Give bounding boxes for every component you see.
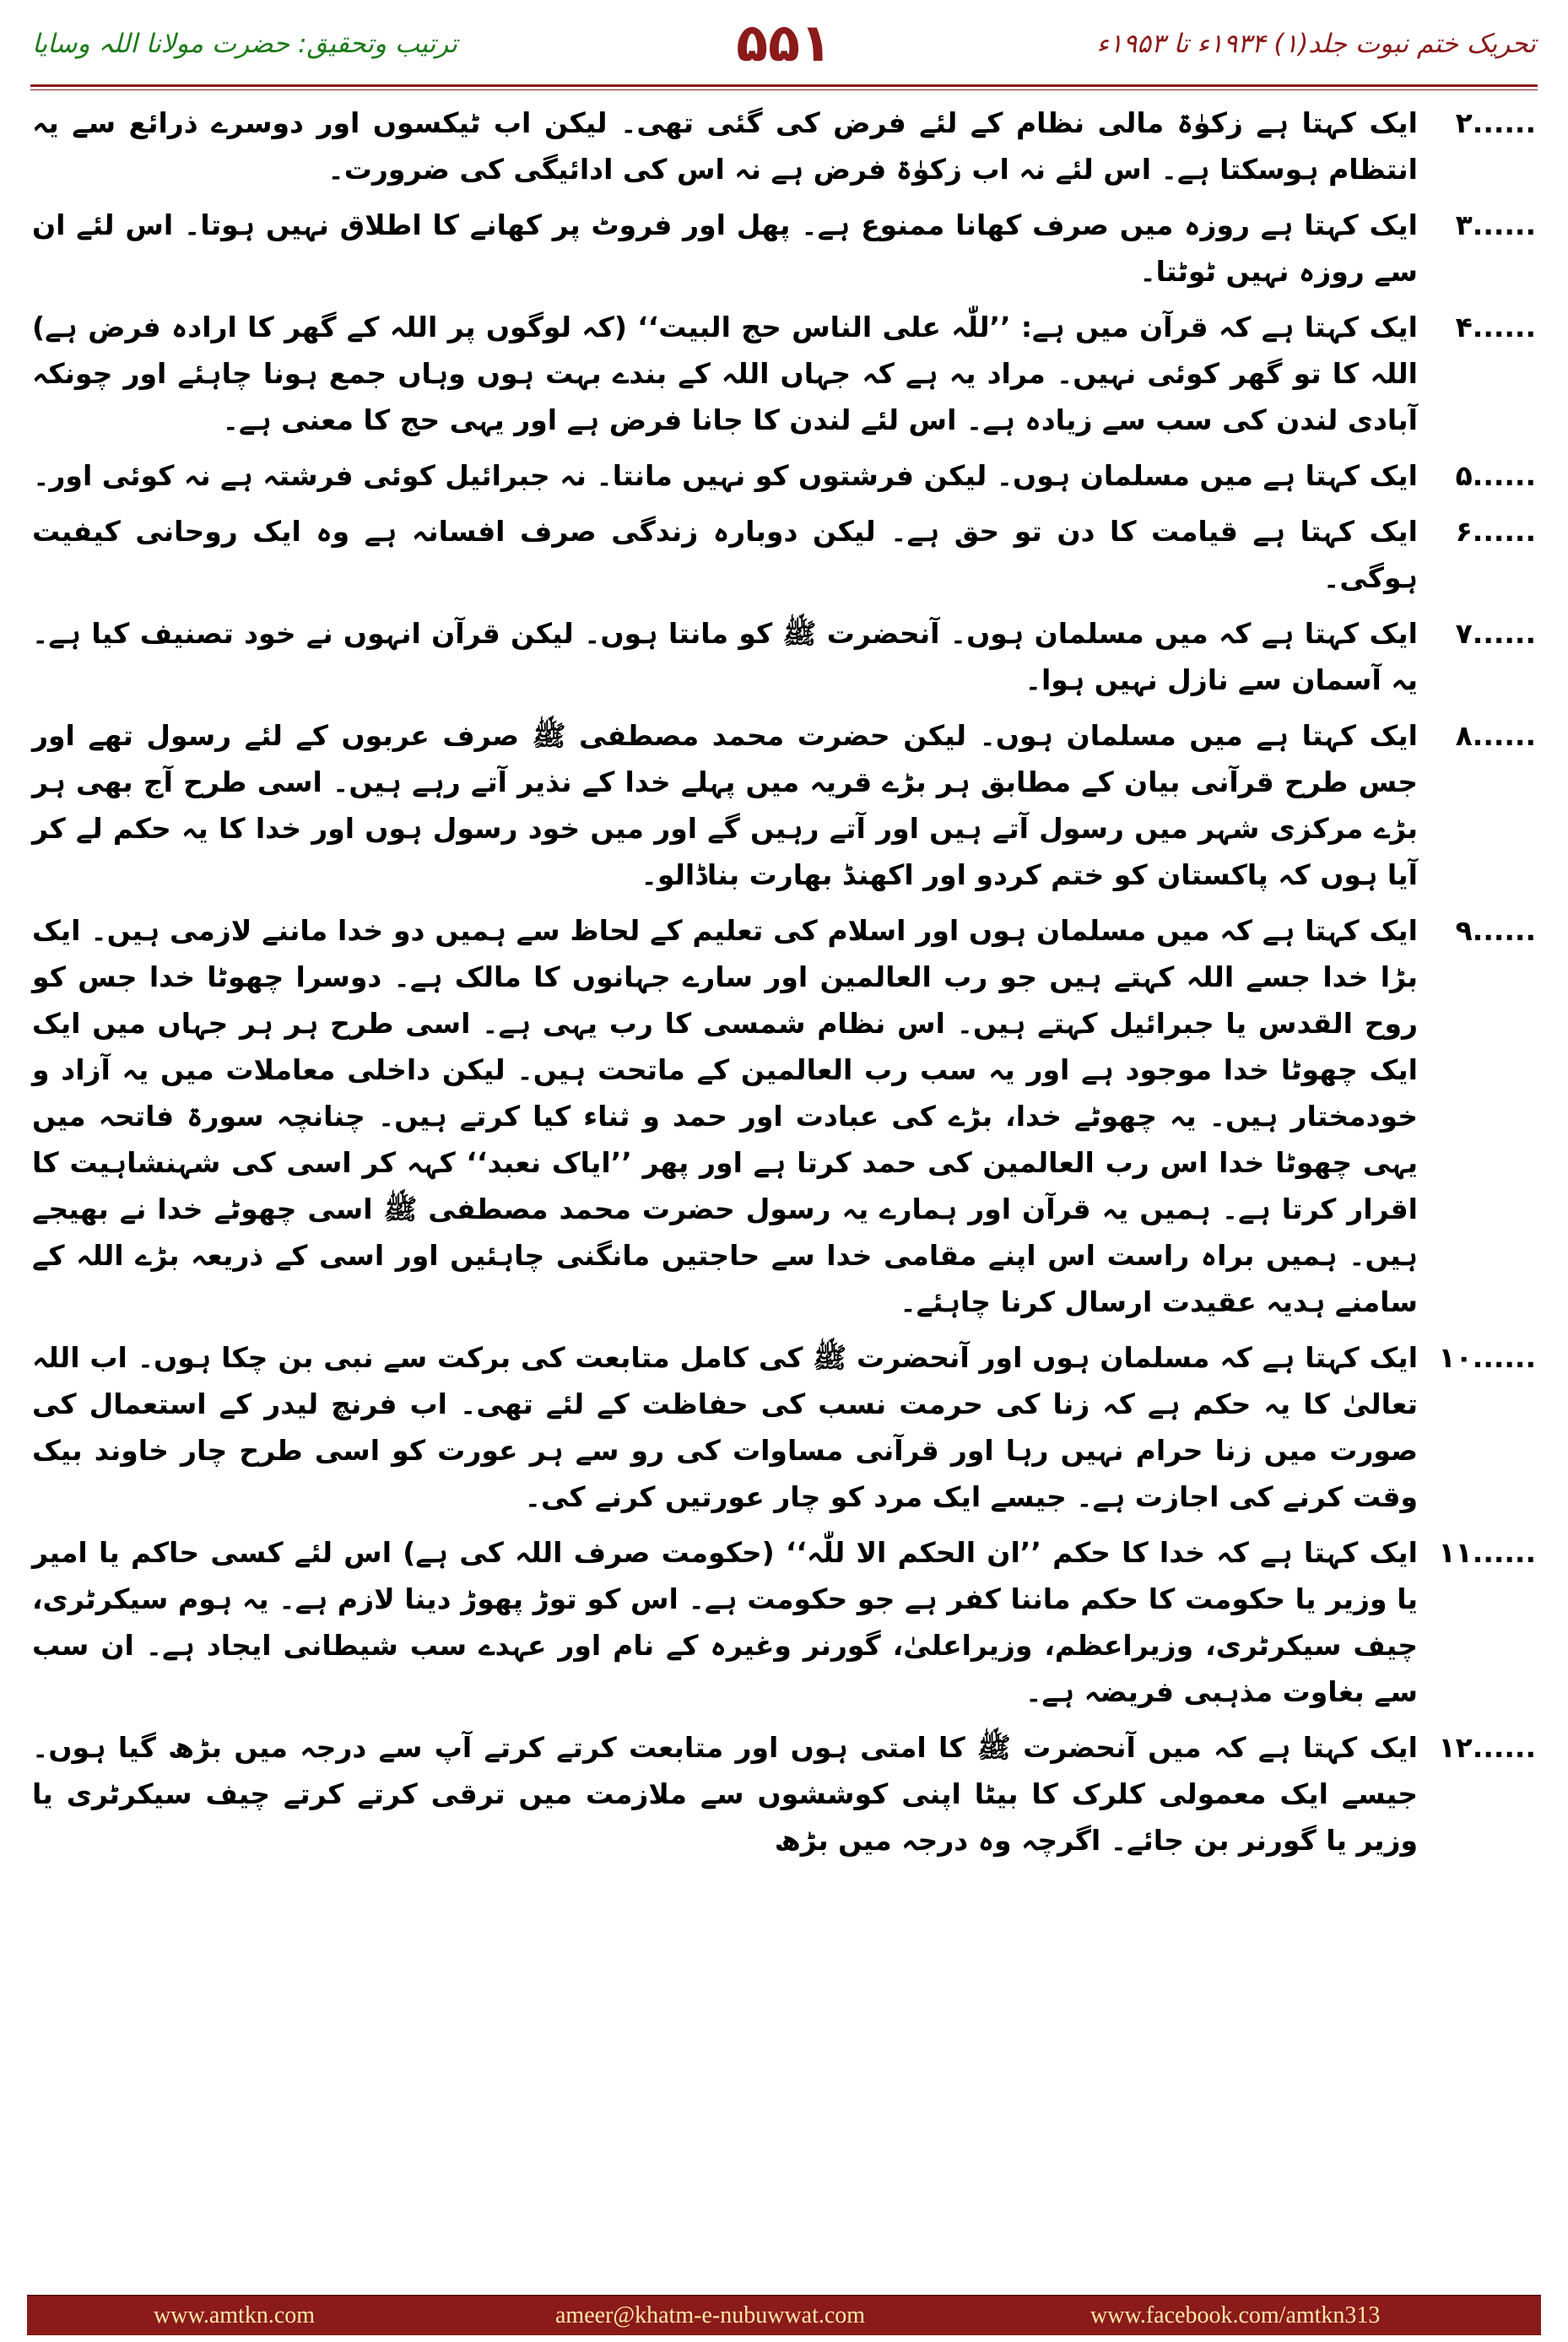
item-text: ایک کہتا ہے قیامت کا دن تو حق ہے۔ لیکن دوبارہ زندگی صرف افسانہ ہے وہ ایک روحانی کیفیت ہوگی۔: [32, 515, 1418, 594]
list-item: [32, 452, 1536, 499]
compiler-credit: ترتیب وتحقیق: حضرت مولانا اللہ وسایا: [32, 29, 458, 59]
item-text: ایک کہتا ہے کہ میں آنحضرت ﷺ کا امتی ہوں اور متابعت کرتے کرتے آپ سے درجہ میں بڑھ گیا ہوں۔ جیسے ایک معمولی کلرک کا بیٹا اپنی کوششوں سے ملازمت میں ترقی کرتے کرتے چیف سیکرٹری یا وزیر یا گورنر بن جائے۔ اگرچہ وہ درجہ میں بڑھ: [32, 1731, 1418, 1857]
item-text: ایک کہتا ہے میں مسلمان ہوں۔ لیکن فرشتوں کو نہیں مانتا۔ نہ جبرائیل کوئی فرشتہ ہے نہ کوئی اور۔: [33, 459, 1418, 492]
item-number: ۴......: [1455, 311, 1536, 343]
list-item: [32, 1529, 1536, 1715]
list-item: [32, 610, 1536, 703]
item-text: ایک کہتا ہے کہ میں مسلمان ہوں۔ آنحضرت ﷺ کو مانتا ہوں۔ لیکن قرآن انہوں نے خود تصنیف کیا ہے۔ یہ آسمان سے نازل نہیں ہوا۔: [32, 617, 1418, 696]
list-item: [32, 1334, 1536, 1520]
list-item: [32, 1724, 1536, 1863]
header-divider: [30, 84, 1538, 90]
book-title: تحریک ختم نبوت جلد(۱) ۱۹۳۴ء تا ۱۹۵۳ء: [1096, 29, 1536, 59]
item-text: ایک کہتا ہے میں مسلمان ہوں۔ لیکن حضرت محمد مصطفی ﷺ صرف عربوں کے لئے رسول تھے اور جس طرح قرآنی بیان کے مطابق ہر بڑے قریہ میں پہلے خدا کے نذیر آتے رہے ہیں۔ اسی طرح آج بھی ہر بڑے مرکزی شہر میں رسول آتے ہیں اور آتے رہیں گے اور میں خود رسول ہوں اور خدا کا یہ حکم لے کر آیا ہوں کہ پاکستان کو ختم کردو اور اکھنڈ بھارت بناڈالو۔: [32, 719, 1418, 891]
item-text: ایک کہتا ہے کہ میں مسلمان ہوں اور اسلام کی تعلیم کے لحاظ سے ہمیں دو خدا ماننے لازمی ہیں۔ ایک بڑا خدا جسے اللہ کہتے ہیں جو رب العالمین اور سارے جہانوں کا مالک ہے۔ دوسرا چھوٹا خدا جس کو روح القدس یا جبرائیل کہتے ہیں۔ اس نظام شمسی کا رب یہی ہے۔ اسی طرح ہر ہر جہاں میں ایک ایک چھوٹا خدا موجود ہے اور یہ سب رب العالمین کے ماتحت ہیں۔ لیکن داخلی معاملات میں یہ آزاد و خودمختار ہیں۔ یہ چھوٹے خدا، بڑے کی عبادت اور حمد و ثناء کیا کرتے ہیں۔ چنانچہ سورۃ فاتحہ میں یہی چھوٹا خدا اس رب العالمین کی حمد کرتا ہے اور پھر ’’ایاک نعبد‘‘ کہہ کر اسی کی شہنشاہیت کا اقرار کرتا ہے۔ ہمیں یہ قرآن اور ہمارے یہ رسول حضرت محمد مصطفی ﷺ اسی چھوٹے خدا نے بھیجے ہیں۔ ہمیں براہ راست اس اپنے مقامی خدا سے حاجتیں مانگنی چاہئیں اور اسی کے ذریعہ بڑے اللہ کے سامنے ہدیہ عقیدت ارسال کرنا چاہئے۔: [32, 914, 1418, 1318]
item-number: ۷......: [1455, 617, 1536, 650]
list-item: [32, 202, 1536, 295]
item-number: ۸......: [1455, 719, 1536, 752]
item-number: ۶......: [1455, 515, 1536, 548]
item-number: ۱۱......: [1438, 1536, 1536, 1569]
list-item: [32, 304, 1536, 443]
item-number: ۲......: [1455, 106, 1536, 139]
list-item: [32, 508, 1536, 601]
page-body: [32, 100, 1536, 1873]
page-header: [0, 0, 1568, 84]
item-text: ایک کہتا ہے کہ مسلمان ہوں اور آنحضرت ﷺ کی کامل متابعت کی برکت سے نبی بن چکا ہوں۔ اب اللہ تعالیٰ کا یہ حکم ہے کہ زنا کی حرمت نسب کی حفاظت کے لئے تھی۔ اب فرنچ لیدر کے استعمال کی صورت میں زنا حرام نہیں رہا اور قرآنی مساوات کی رو سے ہر عورت کو اسی طرح چار خاوند بیک وقت کرنے کی اجازت ہے۔ جیسے ایک مرد کو چار عورتیں کرنے کی۔: [32, 1341, 1418, 1513]
item-text: ایک کہتا ہے کہ خدا کا حکم ’’ان الحکم الا للّٰہ‘‘ (حکومت صرف اللہ کی ہے) اس لئے کسی حاکم یا امیر یا وزیر یا حکومت کا حکم ماننا کفر ہے جو حکومت ہے۔ اس کو توڑ پھوڑ دینا لازم ہے۔ یہ ہوم سیکرٹری، چیف سیکرٹری، وزیراعظم، وزیراعلیٰ، گورنر وغیرہ کے نام اور عہدے سب شیطانی ایجاد ہے۔ ان سب سے بغاوت مذہبی فریضہ ہے۔: [32, 1536, 1418, 1708]
item-text: ایک کہتا ہے روزہ میں صرف کھانا ممنوع ہے۔ پھل اور فروٹ پر کھانے کا اطلاق نہیں ہوتا۔ اس لئے ان سے روزہ نہیں ٹوٹتا۔: [32, 208, 1418, 288]
email-link[interactable]: ameer@khatm-e-nubuwwat.com: [555, 2302, 866, 2328]
item-text: ایک کہتا ہے زکوٰۃ مالی نظام کے لئے فرض کی گئی تھی۔ لیکن اب ٹیکسوں اور دوسرے ذرائع سے یہ انتظام ہوسکتا ہے۔ اس لئے نہ اب زکوٰۃ فرض ہے نہ اس کی ادائیگی کی ضرورت۔: [32, 106, 1418, 186]
page-number: ۵۵۱: [736, 12, 832, 73]
item-number: ۱۲......: [1438, 1731, 1536, 1764]
facebook-link[interactable]: www.facebook.com/amtkn313: [1090, 2302, 1381, 2328]
list-item: [32, 907, 1536, 1325]
page-footer: [27, 2295, 1541, 2335]
item-text: ایک کہتا ہے کہ قرآن میں ہے: ’’للّٰہ علی الناس حج البیت‘‘ (کہ لوگوں پر اللہ کے گھر کا ارادہ فرض ہے) اللہ کا تو گھر کوئی نہیں۔ مراد یہ ہے کہ جہاں اللہ کے بندے بہت ہوں وہاں جمع ہونا چاہئے اور چونکہ آبادی لندن کی سب سے زیادہ ہے۔ اس لئے لندن کا جانا فرض ہے اور یہی حج کا معنی ہے۔: [32, 311, 1418, 436]
list-item: [32, 100, 1536, 192]
list-item: [32, 712, 1536, 898]
website-link[interactable]: www.amtkn.com: [154, 2302, 316, 2328]
item-number: ۱۰......: [1438, 1341, 1536, 1374]
item-number: ۳......: [1455, 208, 1536, 241]
item-number: ۵......: [1455, 459, 1536, 492]
item-number: ۹......: [1455, 914, 1536, 947]
